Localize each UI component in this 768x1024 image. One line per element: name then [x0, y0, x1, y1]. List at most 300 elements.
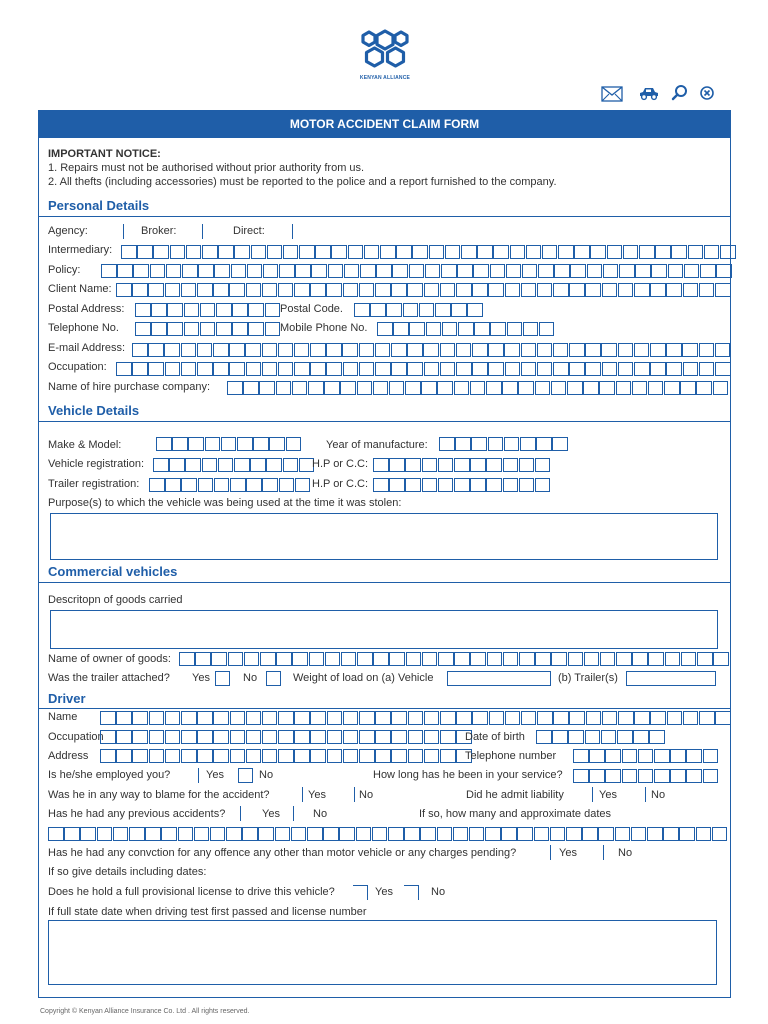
char-box[interactable] — [440, 283, 456, 297]
char-box[interactable] — [553, 362, 569, 376]
weight-trailer-input[interactable] — [626, 671, 716, 686]
char-box[interactable] — [246, 730, 262, 744]
char-box[interactable] — [599, 381, 615, 395]
char-box[interactable] — [536, 730, 552, 744]
char-box[interactable] — [451, 303, 467, 317]
conviction-yes-checkbox[interactable] — [550, 845, 551, 860]
driver-occupation-input[interactable] — [100, 730, 472, 744]
char-box[interactable] — [265, 303, 281, 317]
char-box[interactable] — [100, 711, 116, 725]
char-box[interactable] — [619, 264, 635, 278]
char-box[interactable] — [521, 362, 537, 376]
char-box[interactable] — [526, 245, 542, 259]
char-box[interactable] — [632, 381, 648, 395]
car-icon[interactable] — [637, 84, 661, 107]
char-box[interactable] — [262, 343, 278, 357]
char-box[interactable] — [517, 827, 533, 841]
char-box[interactable] — [667, 711, 683, 725]
char-box[interactable] — [364, 245, 380, 259]
char-box[interactable] — [116, 283, 132, 297]
char-box[interactable] — [113, 827, 129, 841]
char-box[interactable] — [237, 437, 253, 451]
char-box[interactable] — [181, 749, 197, 763]
char-box[interactable] — [683, 362, 699, 376]
char-box[interactable] — [663, 827, 679, 841]
char-box[interactable] — [360, 264, 376, 278]
owner-input[interactable] — [179, 652, 729, 666]
char-box[interactable] — [407, 343, 423, 357]
char-box[interactable] — [648, 652, 664, 666]
char-box[interactable] — [231, 264, 247, 278]
char-box[interactable] — [132, 749, 148, 763]
char-box[interactable] — [181, 730, 197, 744]
char-box[interactable] — [97, 827, 113, 841]
char-box[interactable] — [617, 730, 633, 744]
char-box[interactable] — [634, 711, 650, 725]
char-box[interactable] — [438, 652, 454, 666]
char-box[interactable] — [279, 478, 295, 492]
char-box[interactable] — [310, 283, 326, 297]
char-box[interactable] — [438, 458, 454, 472]
char-box[interactable] — [521, 283, 537, 297]
char-box[interactable] — [590, 245, 606, 259]
char-box[interactable] — [521, 711, 537, 725]
char-box[interactable] — [149, 749, 165, 763]
char-box[interactable] — [654, 749, 670, 763]
char-box[interactable] — [699, 283, 715, 297]
char-box[interactable] — [156, 437, 172, 451]
char-box[interactable] — [340, 381, 356, 395]
char-box[interactable] — [132, 283, 148, 297]
trailer-no-checkbox[interactable] — [266, 671, 281, 686]
char-box[interactable] — [343, 362, 359, 376]
char-box[interactable] — [258, 827, 274, 841]
char-box[interactable] — [278, 343, 294, 357]
char-box[interactable] — [605, 769, 621, 783]
char-box[interactable] — [323, 827, 339, 841]
char-box[interactable] — [435, 303, 451, 317]
char-box[interactable] — [699, 343, 715, 357]
char-box[interactable] — [342, 343, 358, 357]
dob-input[interactable] — [536, 730, 666, 744]
purpose-textarea[interactable] — [50, 513, 718, 560]
char-box[interactable] — [422, 652, 438, 666]
char-box[interactable] — [472, 711, 488, 725]
char-box[interactable] — [618, 362, 634, 376]
char-box[interactable] — [412, 245, 428, 259]
agency-checkbox[interactable] — [123, 224, 138, 239]
char-box[interactable] — [503, 458, 519, 472]
char-box[interactable] — [409, 322, 425, 336]
char-box[interactable] — [149, 478, 165, 492]
char-box[interactable] — [244, 652, 260, 666]
char-box[interactable] — [167, 303, 183, 317]
char-box[interactable] — [456, 283, 472, 297]
char-box[interactable] — [179, 652, 195, 666]
char-box[interactable] — [279, 264, 295, 278]
char-box[interactable] — [472, 343, 488, 357]
char-box[interactable] — [197, 749, 213, 763]
char-box[interactable] — [392, 264, 408, 278]
char-box[interactable] — [519, 652, 535, 666]
char-box[interactable] — [218, 458, 234, 472]
test-date-textarea[interactable] — [48, 920, 717, 985]
char-box[interactable] — [153, 458, 169, 472]
char-box[interactable] — [569, 362, 585, 376]
char-box[interactable] — [165, 730, 181, 744]
char-box[interactable] — [250, 458, 266, 472]
char-box[interactable] — [213, 343, 229, 357]
char-box[interactable] — [213, 711, 229, 725]
char-box[interactable] — [648, 381, 664, 395]
char-box[interactable] — [633, 730, 649, 744]
char-box[interactable] — [278, 749, 294, 763]
char-box[interactable] — [132, 362, 148, 376]
char-box[interactable] — [408, 711, 424, 725]
char-box[interactable] — [391, 711, 407, 725]
char-box[interactable] — [405, 381, 421, 395]
char-box[interactable] — [389, 478, 405, 492]
char-box[interactable] — [453, 827, 469, 841]
char-box[interactable] — [441, 264, 457, 278]
char-box[interactable] — [535, 652, 551, 666]
weight-vehicle-input[interactable] — [447, 671, 551, 686]
char-box[interactable] — [713, 381, 729, 395]
char-box[interactable] — [704, 245, 720, 259]
char-box[interactable] — [328, 264, 344, 278]
occupation-input[interactable] — [116, 362, 731, 376]
license-yes-checkbox[interactable] — [353, 885, 368, 900]
driver-telephone-input[interactable] — [573, 749, 719, 763]
char-box[interactable] — [343, 283, 359, 297]
accident-dates-input[interactable] — [48, 827, 728, 841]
char-box[interactable] — [552, 437, 568, 451]
char-box[interactable] — [664, 381, 680, 395]
char-box[interactable] — [372, 827, 388, 841]
telephone-input[interactable] — [135, 322, 281, 336]
char-box[interactable] — [553, 711, 569, 725]
char-box[interactable] — [647, 827, 663, 841]
char-box[interactable] — [182, 264, 198, 278]
char-box[interactable] — [424, 283, 440, 297]
char-box[interactable] — [638, 749, 654, 763]
char-box[interactable] — [720, 245, 736, 259]
char-box[interactable] — [331, 245, 347, 259]
char-box[interactable] — [423, 343, 439, 357]
char-box[interactable] — [80, 827, 96, 841]
char-box[interactable] — [419, 303, 435, 317]
license-no-checkbox[interactable] — [404, 885, 419, 900]
char-box[interactable] — [265, 322, 281, 336]
char-box[interactable] — [573, 769, 589, 783]
char-box[interactable] — [568, 652, 584, 666]
char-box[interactable] — [327, 730, 343, 744]
char-box[interactable] — [228, 652, 244, 666]
postal-code-input[interactable] — [354, 303, 484, 317]
char-box[interactable] — [486, 478, 502, 492]
char-box[interactable] — [166, 264, 182, 278]
char-box[interactable] — [161, 827, 177, 841]
char-box[interactable] — [181, 343, 197, 357]
char-box[interactable] — [493, 245, 509, 259]
char-box[interactable] — [246, 283, 262, 297]
char-box[interactable] — [558, 245, 574, 259]
char-box[interactable] — [359, 749, 375, 763]
liability-yes-checkbox[interactable] — [592, 787, 593, 802]
char-box[interactable] — [568, 730, 584, 744]
char-box[interactable] — [373, 381, 389, 395]
char-box[interactable] — [132, 343, 148, 357]
char-box[interactable] — [389, 458, 405, 472]
char-box[interactable] — [359, 283, 375, 297]
driver-name-input[interactable] — [100, 711, 731, 725]
char-box[interactable] — [310, 749, 326, 763]
char-box[interactable] — [214, 478, 230, 492]
char-box[interactable] — [650, 711, 666, 725]
char-box[interactable] — [391, 283, 407, 297]
char-box[interactable] — [165, 283, 181, 297]
char-box[interactable] — [375, 283, 391, 297]
char-box[interactable] — [357, 381, 373, 395]
char-box[interactable] — [521, 343, 537, 357]
char-box[interactable] — [247, 264, 263, 278]
char-box[interactable] — [221, 437, 237, 451]
char-box[interactable] — [135, 303, 151, 317]
char-box[interactable] — [519, 458, 535, 472]
char-box[interactable] — [438, 478, 454, 492]
char-box[interactable] — [195, 652, 211, 666]
blame-yes-checkbox[interactable] — [302, 787, 303, 802]
char-box[interactable] — [510, 245, 526, 259]
char-box[interactable] — [339, 827, 355, 841]
char-box[interactable] — [294, 749, 310, 763]
char-box[interactable] — [295, 478, 311, 492]
char-box[interactable] — [622, 749, 638, 763]
char-box[interactable] — [585, 362, 601, 376]
char-box[interactable] — [615, 827, 631, 841]
char-box[interactable] — [583, 381, 599, 395]
char-box[interactable] — [488, 437, 504, 451]
char-box[interactable] — [343, 711, 359, 725]
char-box[interactable] — [585, 730, 601, 744]
char-box[interactable] — [121, 245, 137, 259]
char-box[interactable] — [343, 749, 359, 763]
char-box[interactable] — [230, 749, 246, 763]
char-box[interactable] — [391, 362, 407, 376]
char-box[interactable] — [618, 283, 634, 297]
char-box[interactable] — [393, 322, 409, 336]
char-box[interactable] — [455, 437, 471, 451]
char-box[interactable] — [132, 730, 148, 744]
char-box[interactable] — [486, 381, 502, 395]
char-box[interactable] — [671, 245, 687, 259]
char-box[interactable] — [639, 245, 655, 259]
char-box[interactable] — [454, 478, 470, 492]
char-box[interactable] — [488, 283, 504, 297]
char-box[interactable] — [684, 264, 700, 278]
char-box[interactable] — [607, 245, 623, 259]
char-box[interactable] — [422, 478, 438, 492]
char-box[interactable] — [488, 343, 504, 357]
char-box[interactable] — [278, 362, 294, 376]
char-box[interactable] — [502, 381, 518, 395]
driver-address-input[interactable] — [100, 749, 472, 763]
char-box[interactable] — [242, 827, 258, 841]
char-box[interactable] — [251, 245, 267, 259]
char-box[interactable] — [454, 652, 470, 666]
char-box[interactable] — [407, 362, 423, 376]
char-box[interactable] — [553, 283, 569, 297]
char-box[interactable] — [149, 730, 165, 744]
liability-no-checkbox[interactable] — [645, 787, 646, 802]
char-box[interactable] — [276, 381, 292, 395]
char-box[interactable] — [359, 362, 375, 376]
policy-input[interactable] — [101, 264, 732, 278]
char-box[interactable] — [294, 362, 310, 376]
char-box[interactable] — [406, 652, 422, 666]
char-box[interactable] — [649, 730, 665, 744]
char-box[interactable] — [216, 303, 232, 317]
char-box[interactable] — [226, 827, 242, 841]
char-box[interactable] — [294, 711, 310, 725]
char-box[interactable] — [688, 245, 704, 259]
char-box[interactable] — [589, 749, 605, 763]
char-box[interactable] — [440, 711, 456, 725]
char-box[interactable] — [198, 478, 214, 492]
char-box[interactable] — [386, 303, 402, 317]
char-box[interactable] — [504, 437, 520, 451]
char-box[interactable] — [631, 827, 647, 841]
char-box[interactable] — [205, 437, 221, 451]
char-box[interactable] — [246, 362, 262, 376]
char-box[interactable] — [634, 362, 650, 376]
char-box[interactable] — [445, 245, 461, 259]
char-box[interactable] — [194, 827, 210, 841]
char-box[interactable] — [683, 711, 699, 725]
char-box[interactable] — [616, 381, 632, 395]
char-box[interactable] — [197, 730, 213, 744]
char-box[interactable] — [213, 362, 229, 376]
char-box[interactable] — [100, 730, 116, 744]
char-box[interactable] — [713, 652, 729, 666]
char-box[interactable] — [181, 283, 197, 297]
char-box[interactable] — [409, 264, 425, 278]
char-box[interactable] — [230, 711, 246, 725]
char-box[interactable] — [344, 264, 360, 278]
char-box[interactable] — [299, 245, 315, 259]
char-box[interactable] — [132, 711, 148, 725]
char-box[interactable] — [472, 283, 488, 297]
char-box[interactable] — [505, 283, 521, 297]
blame-no-checkbox[interactable] — [354, 787, 355, 802]
char-box[interactable] — [507, 322, 523, 336]
char-box[interactable] — [248, 322, 264, 336]
mobile-input[interactable] — [377, 322, 555, 336]
char-box[interactable] — [230, 730, 246, 744]
char-box[interactable] — [325, 652, 341, 666]
char-box[interactable] — [286, 437, 302, 451]
char-box[interactable] — [246, 478, 262, 492]
char-box[interactable] — [375, 711, 391, 725]
char-box[interactable] — [407, 283, 423, 297]
char-box[interactable] — [370, 303, 386, 317]
char-box[interactable] — [456, 343, 472, 357]
char-box[interactable] — [440, 343, 456, 357]
char-box[interactable] — [569, 283, 585, 297]
char-box[interactable] — [551, 381, 567, 395]
char-box[interactable] — [292, 381, 308, 395]
char-box[interactable] — [213, 283, 229, 297]
char-box[interactable] — [232, 303, 248, 317]
char-box[interactable] — [181, 711, 197, 725]
char-box[interactable] — [569, 343, 585, 357]
char-box[interactable] — [405, 478, 421, 492]
char-box[interactable] — [622, 769, 638, 783]
char-box[interactable] — [133, 264, 149, 278]
char-box[interactable] — [200, 322, 216, 336]
char-box[interactable] — [307, 827, 323, 841]
char-box[interactable] — [697, 652, 713, 666]
char-box[interactable] — [485, 827, 501, 841]
char-box[interactable] — [262, 730, 278, 744]
char-box[interactable] — [234, 245, 250, 259]
char-box[interactable] — [315, 245, 331, 259]
char-box[interactable] — [603, 264, 619, 278]
char-box[interactable] — [276, 652, 292, 666]
char-box[interactable] — [202, 458, 218, 472]
char-box[interactable] — [185, 458, 201, 472]
char-box[interactable] — [655, 245, 671, 259]
char-box[interactable] — [699, 362, 715, 376]
hire-purchase-input[interactable] — [227, 381, 729, 395]
char-box[interactable] — [262, 283, 278, 297]
char-box[interactable] — [440, 749, 456, 763]
char-box[interactable] — [391, 749, 407, 763]
char-box[interactable] — [605, 749, 621, 763]
char-box[interactable] — [670, 769, 686, 783]
char-box[interactable] — [348, 245, 364, 259]
char-box[interactable] — [601, 730, 617, 744]
char-box[interactable] — [602, 283, 618, 297]
char-box[interactable] — [470, 381, 486, 395]
char-box[interactable] — [375, 749, 391, 763]
char-box[interactable] — [48, 827, 64, 841]
char-box[interactable] — [585, 283, 601, 297]
char-box[interactable] — [181, 362, 197, 376]
char-box[interactable] — [440, 730, 456, 744]
char-box[interactable] — [373, 652, 389, 666]
char-box[interactable] — [234, 458, 250, 472]
char-box[interactable] — [149, 711, 165, 725]
char-box[interactable] — [424, 730, 440, 744]
char-box[interactable] — [359, 711, 375, 725]
char-box[interactable] — [538, 264, 554, 278]
char-box[interactable] — [537, 343, 553, 357]
char-box[interactable] — [632, 652, 648, 666]
char-box[interactable] — [473, 264, 489, 278]
char-box[interactable] — [116, 749, 132, 763]
char-box[interactable] — [262, 749, 278, 763]
char-box[interactable] — [151, 303, 167, 317]
char-box[interactable] — [454, 458, 470, 472]
char-box[interactable] — [715, 362, 731, 376]
employed-no-checkbox[interactable] — [238, 768, 253, 783]
prev-accidents-yes-checkbox[interactable] — [240, 806, 241, 821]
char-box[interactable] — [457, 264, 473, 278]
char-box[interactable] — [665, 652, 681, 666]
char-box[interactable] — [373, 458, 389, 472]
char-box[interactable] — [542, 245, 558, 259]
